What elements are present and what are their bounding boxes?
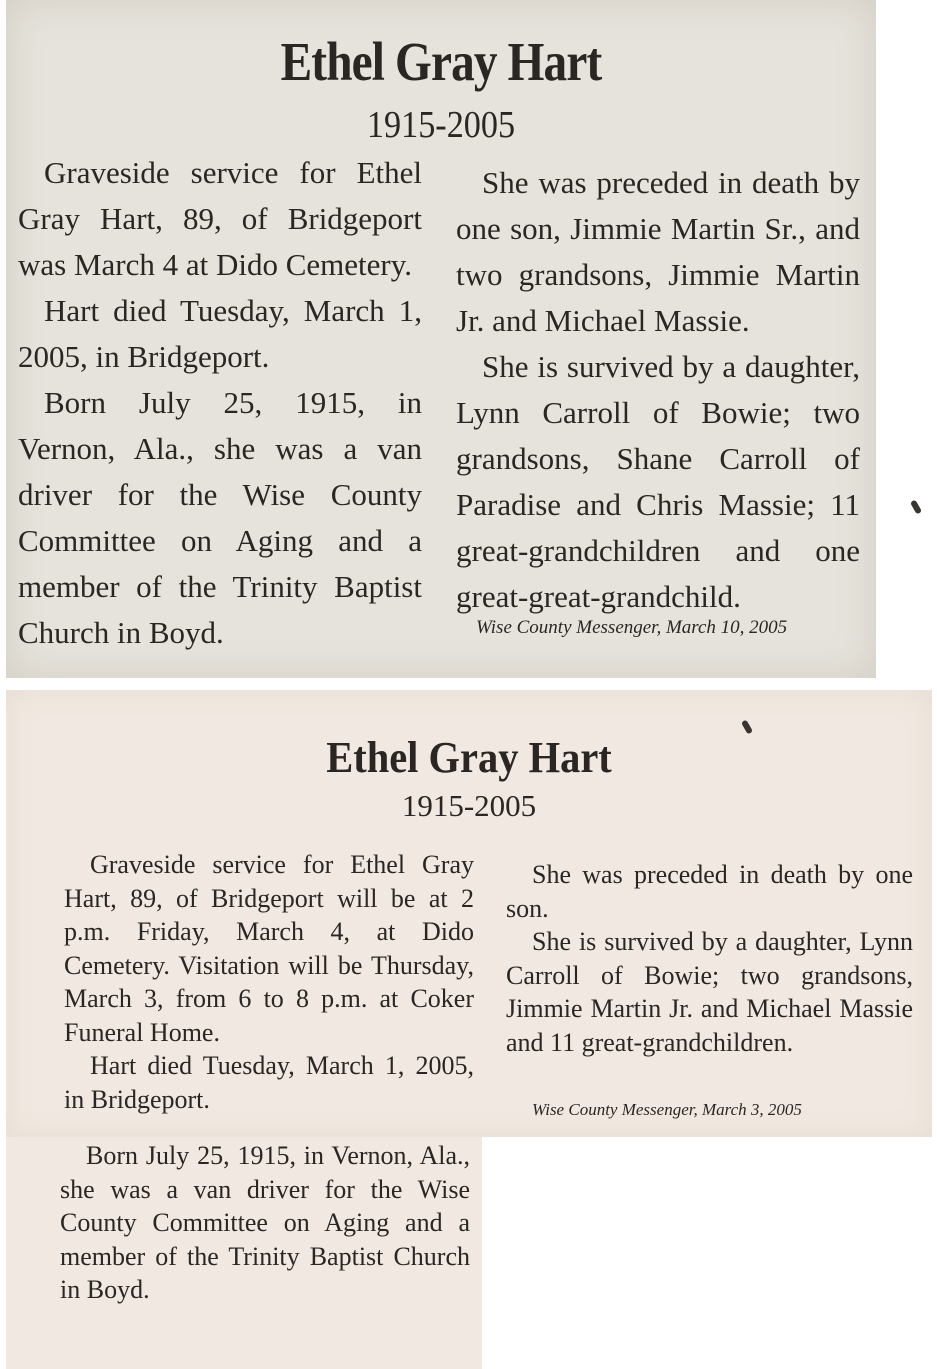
- obituary-right-column: [456, 160, 860, 620]
- obituary-paragraph: She is survived by a daughter, Lynn Carroll of Bowie; two grandsons, Jimmie Martin Jr. and Michael Massie and 11 great-grandchildren.: [506, 927, 913, 1057]
- obituary-clipping-continuation: [6, 1137, 482, 1369]
- obituary-paragraph: She was preceded in death by one son, Jimmie Martin Sr., and two grandsons, Jimmie Martin Jr. and Michael Massie.: [456, 165, 860, 338]
- obituary-title: Ethel Gray Hart: [280, 31, 602, 92]
- obituary-clipping-march-10: [6, 0, 876, 678]
- obituary-paragraph: She was preceded in death by one son.: [506, 860, 913, 923]
- obituary-left-column-continued: [60, 1139, 470, 1307]
- obituary-paragraph: Graveside service for Ethel Gray Hart, 89, of Bridgeport will be at 2 p.m. Friday, March 4, at Dido Cemetery. Visitation will be Thursday, March 3, from 6 to 8 p.m. at Coker Funeral Home.: [64, 850, 474, 1047]
- obituary-paragraph: Hart died Tuesday, March 1, 2005, in Bridgeport.: [64, 1051, 474, 1114]
- obituary-title: Ethel Gray Hart: [326, 733, 612, 782]
- obituary-paragraph: Born July 25, 1915, in Vernon, Ala., she was a van driver for the Wise County Committee on Aging and a member of the Trinity Baptist Church in Boyd.: [18, 385, 422, 650]
- newspaper-source-credit: Wise County Messenger, March 3, 2005: [532, 1100, 802, 1119]
- obituary-paragraph: She is survived by a daughter, Lynn Carroll of Bowie; two grandsons, Shane Carroll of Paradise and Chris Massie; 11 great-grandchildren and one great-great-grandchild.: [456, 349, 860, 614]
- obituary-years: 1915-2005: [401, 788, 537, 823]
- newspaper-source-credit: Wise County Messenger, March 10, 2005: [476, 617, 788, 638]
- obituary-clipping-march-3: [6, 690, 932, 1137]
- obituary-right-column: [506, 858, 913, 1059]
- paper-speck: [910, 499, 922, 514]
- obituary-left-column: [64, 848, 474, 1116]
- obituary-paragraph: Hart died Tuesday, March 1, 2005, in Bridgeport.: [18, 293, 422, 374]
- obituary-years: 1915-2005: [366, 104, 516, 146]
- obituary-paragraph: Graveside service for Ethel Gray Hart, 89, of Bridgeport was March 4 at Dido Cemetery.: [18, 155, 422, 282]
- obituary-paragraph: Born July 25, 1915, in Vernon, Ala., she was a van driver for the Wise County Committee on Aging and a member of the Trinity Baptist Church in Boyd.: [60, 1141, 470, 1304]
- obituary-left-column: [18, 150, 422, 656]
